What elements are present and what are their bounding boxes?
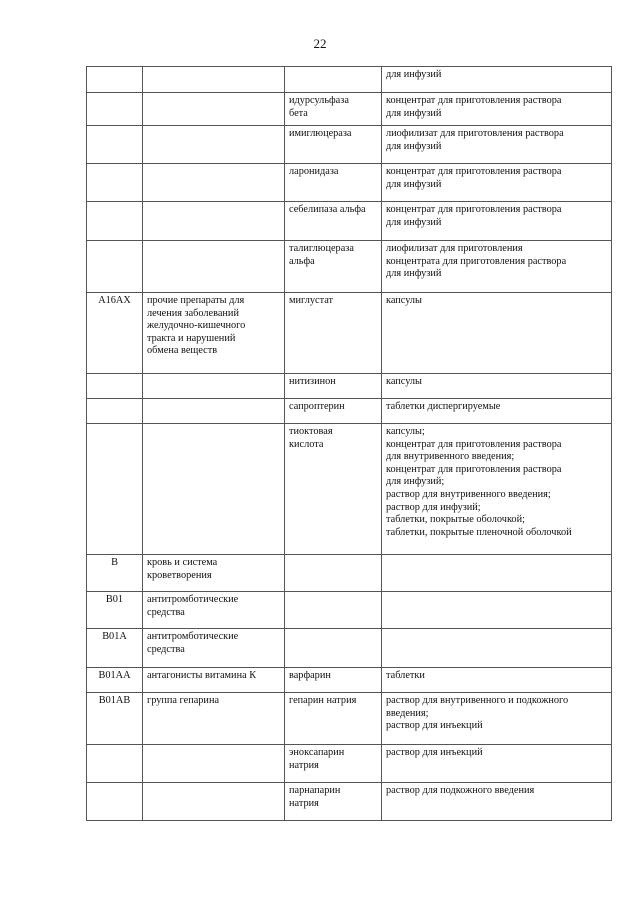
drug-name-cell-line: эноксапарин (289, 747, 345, 758)
dosage-form-cell-line: капсулы (386, 376, 422, 387)
dosage-form-cell (382, 424, 612, 555)
table-row (87, 67, 612, 93)
atc-code-cell (87, 164, 143, 202)
dosage-form-cell (382, 164, 612, 202)
drug-name-cell (285, 693, 382, 745)
dosage-form-cell (382, 668, 612, 693)
dosage-form-cell-line: таблетки, покрытые пленочной оболочкой (386, 526, 572, 538)
dosage-form-cell-line: раствор для внутривенного введения; (386, 488, 551, 500)
dosage-form-cell (382, 629, 612, 668)
atc-group-cell (143, 399, 285, 424)
drug-name-cell (285, 745, 382, 783)
dosage-form-cell-line: раствор для инъекций (386, 720, 483, 732)
table-row (87, 164, 612, 202)
atc-group-cell-line: лечения заболеваний (147, 307, 239, 319)
dosage-form-cell-line: концентрат для приготовления раствора (386, 166, 562, 177)
drug-name-cell (285, 629, 382, 668)
drug-name-cell (285, 555, 382, 592)
dosage-form-cell-line: лиофилизат для приготовления раствора (386, 128, 564, 139)
atc-group-cell-line: антагонисты витамина К (147, 670, 257, 681)
atc-group-cell (143, 629, 285, 668)
atc-group-cell (143, 241, 285, 293)
atc-code-cell (87, 93, 143, 126)
table-row (87, 668, 612, 693)
atc-group-cell-line: кровь и система (147, 557, 218, 568)
atc-code-cell (87, 783, 143, 821)
dosage-form-cell-line: для инфузий (386, 107, 442, 119)
drug-name-cell (285, 783, 382, 821)
atc-code-cell (87, 241, 143, 293)
dosage-form-cell (382, 592, 612, 629)
dosage-form-cell-line: концентрат для приготовления раствора (386, 204, 562, 215)
drug-name-cell-line: талиглюцераза (289, 243, 354, 254)
dosage-form-cell-line: концентрат для приготовления раствора (386, 95, 562, 106)
table-row (87, 241, 612, 293)
drug-name-cell (285, 424, 382, 555)
dosage-form-cell-line: введения; (386, 707, 429, 719)
atc-group-cell-line: желудочно-кишечного (147, 320, 246, 332)
dosage-form-cell-line: раствор для инъекций (386, 747, 483, 758)
atc-code-cell: B01AB (87, 693, 143, 745)
dosage-form-cell-line: для инфузий (386, 268, 442, 280)
drug-name-cell (285, 126, 382, 164)
drug-name-cell (285, 399, 382, 424)
table-row (87, 202, 612, 241)
dosage-form-cell (382, 745, 612, 783)
drug-name-cell-line: миглустат (289, 295, 334, 306)
dosage-form-cell (382, 241, 612, 293)
dosage-form-cell-line: раствор для инфузий; (386, 501, 481, 513)
atc-code-cell (87, 67, 143, 93)
drug-name-cell (285, 293, 382, 374)
table-row (87, 93, 612, 126)
table-row (87, 693, 612, 745)
drug-name-cell (285, 241, 382, 293)
drug-name-cell-line: нитизинон (289, 376, 336, 387)
atc-code-cell: B01A (87, 629, 143, 668)
table-row (87, 629, 612, 668)
atc-group-cell (143, 374, 285, 399)
dosage-form-cell (382, 93, 612, 126)
drug-name-cell-line: сапроптерин (289, 401, 345, 412)
atc-group-cell-line: антитромботические (147, 631, 239, 642)
table-row (87, 293, 612, 374)
atc-group-cell-line: антитромботические (147, 594, 239, 605)
page-number: 22 (313, 36, 327, 51)
dosage-form-cell-line: концентрата для приготовления раствора (386, 255, 567, 267)
table-row (87, 592, 612, 629)
dosage-form-cell-line: капсулы (386, 295, 422, 306)
atc-group-cell (143, 693, 285, 745)
dosage-form-cell (382, 374, 612, 399)
atc-code-cell (87, 202, 143, 241)
atc-group-cell (143, 126, 285, 164)
drug-name-cell (285, 668, 382, 693)
atc-group-cell (143, 67, 285, 93)
dosage-form-cell-line: для инфузий (386, 140, 442, 152)
drug-name-cell-line: натрия (289, 759, 319, 771)
atc-code-cell (87, 745, 143, 783)
atc-group-cell-line: средства (147, 643, 185, 655)
atc-code-cell: A16AX (87, 293, 143, 374)
atc-code-cell (87, 424, 143, 555)
atc-group-cell (143, 555, 285, 592)
drug-name-cell-line: ларонидаза (289, 166, 339, 177)
drug-name-cell (285, 592, 382, 629)
table-row (87, 745, 612, 783)
table-row (87, 424, 612, 555)
dosage-form-cell (382, 693, 612, 745)
dosage-form-cell-line: концентрат для приготовления раствора (386, 463, 562, 475)
table-row (87, 399, 612, 424)
dosage-form-cell-line: для инфузий (386, 216, 442, 228)
table-row (87, 555, 612, 592)
drug-name-cell-line: тиоктовая (289, 426, 333, 437)
atc-group-cell-line: кроветворения (147, 569, 212, 581)
atc-group-cell (143, 745, 285, 783)
dosage-form-cell-line: раствор для внутривенного и подкожного (386, 695, 569, 706)
drug-name-cell-line: варфарин (289, 670, 331, 681)
atc-group-cell (143, 93, 285, 126)
drug-name-cell-line: альфа (289, 255, 315, 267)
atc-group-cell-line: обмена веществ (147, 345, 218, 357)
dosage-form-cell (382, 555, 612, 592)
drug-name-cell-line: гепарин натрия (289, 695, 357, 706)
dosage-form-cell-line: для инфузий (386, 178, 442, 190)
drug-name-cell-line: идурсульфаза (289, 95, 349, 106)
atc-group-cell (143, 293, 285, 374)
drug-name-cell-line: бета (289, 107, 308, 119)
dosage-form-cell-line: таблетки, покрытые оболочкой; (386, 514, 525, 526)
dosage-form-cell-line: концентрат для приготовления раствора (386, 438, 562, 450)
atc-group-cell (143, 424, 285, 555)
dosage-form-cell-line: таблетки (386, 670, 425, 681)
atc-group-cell (143, 592, 285, 629)
atc-group-cell-line: группа гепарина (147, 695, 220, 706)
drug-name-cell-line: натрия (289, 797, 319, 809)
drug-name-cell (285, 374, 382, 399)
drug-name-cell-line: себелипаза альфа (289, 204, 366, 215)
atc-code-cell: B01 (87, 592, 143, 629)
dosage-form-cell-line: лиофилизат для приготовления (386, 243, 523, 254)
table-row (87, 126, 612, 164)
dosage-form-cell (382, 126, 612, 164)
drug-table (86, 66, 612, 821)
dosage-form-cell-line: для инфузий; (386, 476, 445, 488)
atc-code-cell: B (87, 555, 143, 592)
dosage-form-cell (382, 783, 612, 821)
drug-name-cell (285, 67, 382, 93)
atc-group-cell-line: тракта и нарушений (147, 332, 236, 344)
atc-code-cell (87, 399, 143, 424)
table-row (87, 374, 612, 399)
dosage-form-cell-line: для внутривенного введения; (386, 451, 515, 463)
dosage-form-cell-line: раствор для подкожного введения (386, 785, 535, 796)
dosage-form-cell-line: таблетки диспергируемые (386, 401, 501, 412)
table-row (87, 783, 612, 821)
drug-name-cell-line: кислота (289, 438, 324, 450)
atc-code-cell (87, 374, 143, 399)
atc-code-cell: B01AA (87, 668, 143, 693)
drug-name-cell (285, 164, 382, 202)
dosage-form-cell (382, 202, 612, 241)
dosage-form-cell-line: капсулы; (386, 426, 425, 437)
atc-group-cell-line: средства (147, 606, 185, 618)
atc-group-cell-line: прочие препараты для (147, 295, 245, 306)
dosage-form-cell (382, 67, 612, 93)
atc-group-cell (143, 164, 285, 202)
dosage-form-cell (382, 399, 612, 424)
dosage-form-cell (382, 293, 612, 374)
drug-name-cell-line: имиглюцераза (289, 128, 352, 139)
atc-code-cell (87, 126, 143, 164)
drug-name-cell (285, 202, 382, 241)
atc-group-cell (143, 668, 285, 693)
dosage-form-cell-line: для инфузий (386, 69, 442, 80)
atc-group-cell (143, 783, 285, 821)
drug-name-cell-line: парнапарин (289, 785, 341, 796)
atc-group-cell (143, 202, 285, 241)
drug-name-cell (285, 93, 382, 126)
